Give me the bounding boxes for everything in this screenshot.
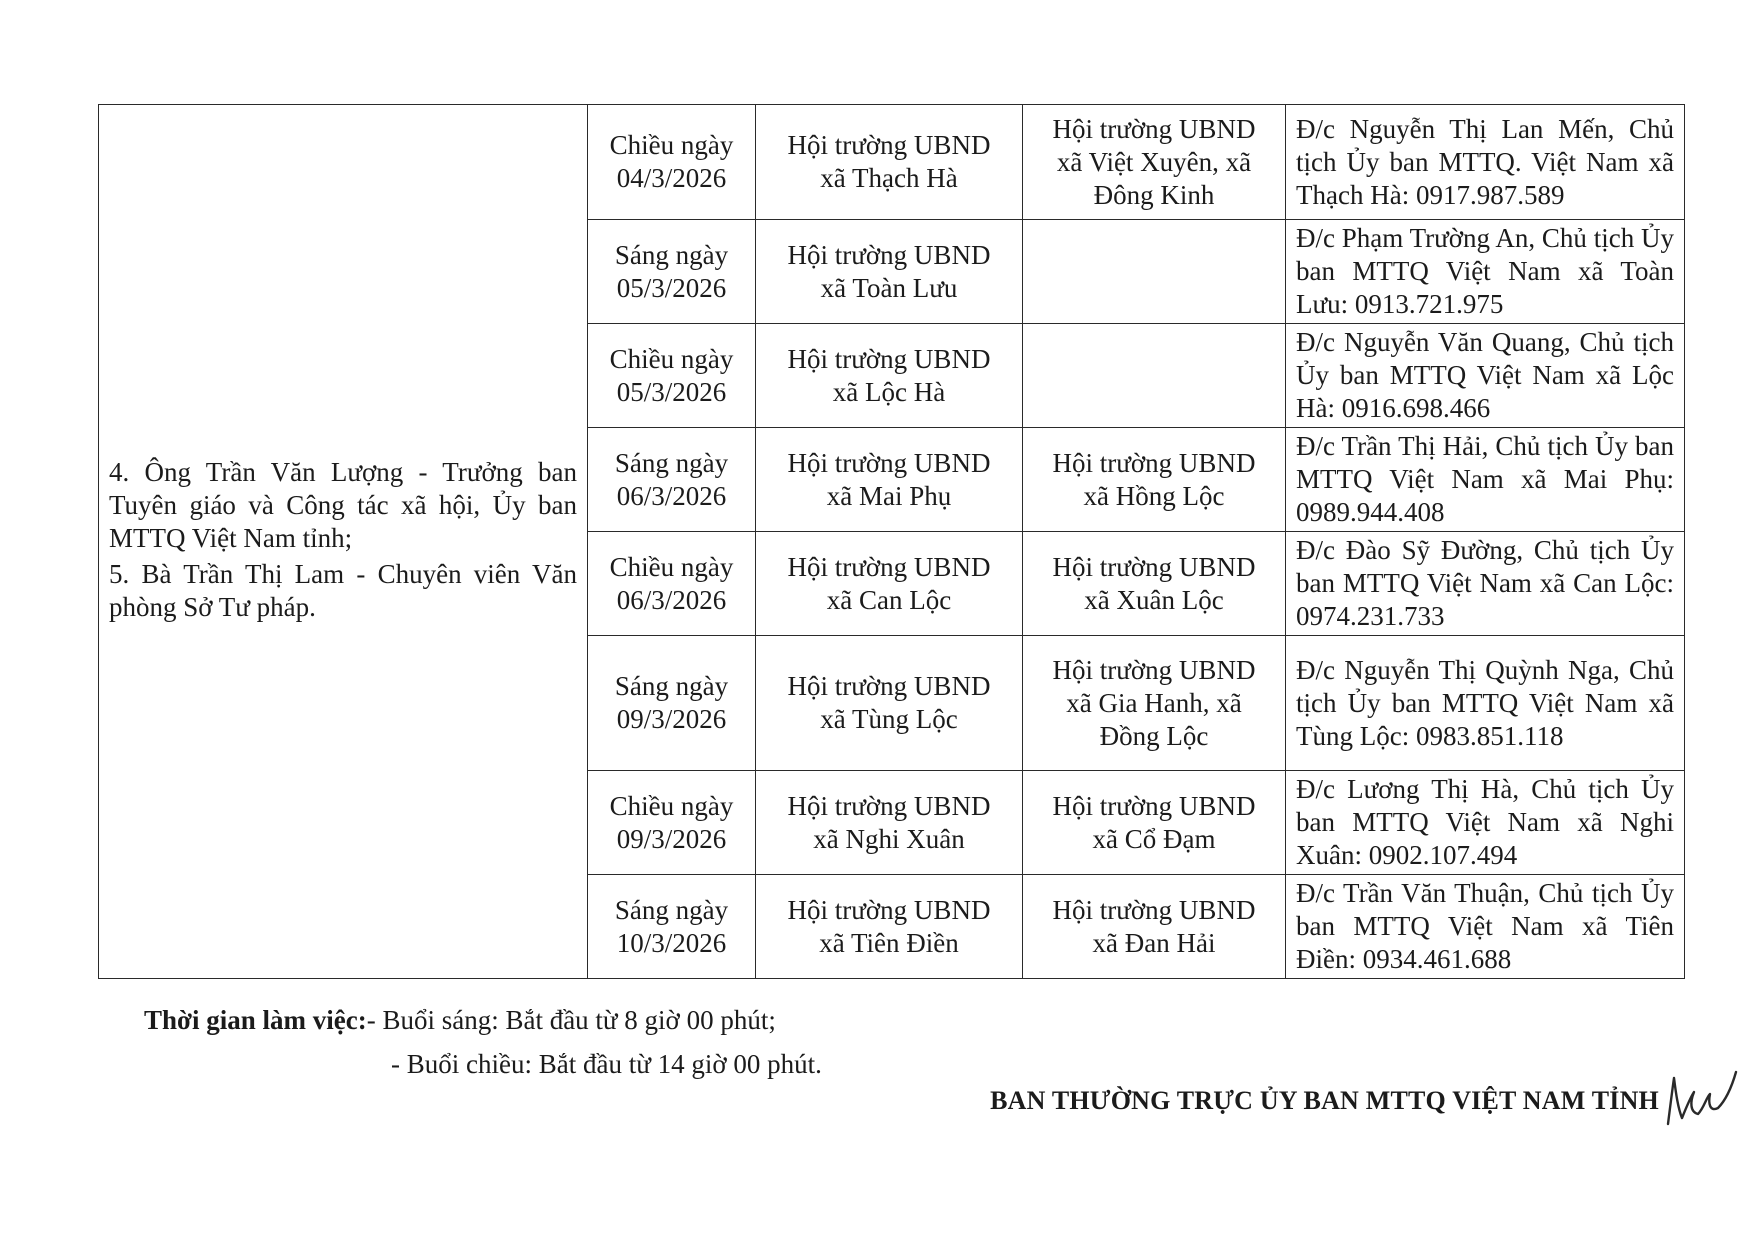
session-label: Chiều ngày xyxy=(609,790,734,821)
venue-line: xã Tùng Lộc xyxy=(820,704,958,734)
time-cell xyxy=(588,771,756,875)
delegation-members-cell xyxy=(99,105,588,979)
venue-line: Hội trường UBND xyxy=(787,894,991,925)
session-label: Sáng ngày xyxy=(614,894,729,925)
venue-line: Hội trường UBND xyxy=(1052,113,1256,144)
venue-line: Hội trường UBND xyxy=(787,130,991,160)
schedule-table xyxy=(98,104,1685,979)
venue-line: xã Xuân Lộc xyxy=(1084,584,1224,615)
secondary-venue-cell xyxy=(1023,875,1286,979)
signature-block: BAN THƯỜNG TRỰC ỦY BAN MTTQ VIỆT NAM TỈNH xyxy=(990,1086,1659,1115)
venue-cell xyxy=(756,636,1023,771)
working-hours-label: Thời gian làm việc: xyxy=(144,1005,367,1035)
time-cell xyxy=(588,324,756,428)
morning-hours-text: - Buổi sáng: Bắt đầu từ 8 giờ 00 phút; xyxy=(366,1005,776,1035)
venue-line: Hội trường UBND xyxy=(787,671,991,701)
secondary-venue-cell xyxy=(1023,220,1286,324)
working-hours-afternoon xyxy=(144,1042,822,1086)
venue-line: xã Tiên Điền xyxy=(819,927,959,958)
venue-cell xyxy=(756,324,1023,428)
venue-line: Hội trường UBND xyxy=(787,239,991,270)
secondary-venue-cell xyxy=(1023,105,1286,220)
venue-cell xyxy=(756,428,1023,532)
working-hours-morning xyxy=(144,998,822,1042)
date-text: 09/3/2026 xyxy=(616,704,727,734)
venue-line: xã Can Lộc xyxy=(826,584,952,615)
date-text: 05/3/2026 xyxy=(616,376,727,407)
time-cell xyxy=(588,428,756,532)
secondary-venue-cell xyxy=(1023,636,1286,771)
contact-cell: Đ/c Nguyễn Thị Lan Mến, Chủ tịch Ủy ban MTTQ. Việt Nam xã Thạch Hà: 0917.987.589 xyxy=(1286,105,1685,220)
venue-cell xyxy=(756,105,1023,220)
venue-line: Hội trường UBND xyxy=(787,447,991,478)
date-text: 06/3/2026 xyxy=(616,584,727,615)
contact-cell: Đ/c Đào Sỹ Đường, Chủ tịch Ủy ban MTTQ Việt Nam xã Can Lộc: 0974.231.733 xyxy=(1286,532,1685,636)
contact-cell: Đ/c Nguyễn Thị Quỳnh Nga, Chủ tịch Ủy ban MTTQ Việt Nam xã Tùng Lộc: 0983.851.118 xyxy=(1286,636,1685,771)
date-text: 09/3/2026 xyxy=(616,823,727,854)
venue-line: xã Hồng Lộc xyxy=(1083,480,1225,511)
secondary-venue-cell xyxy=(1023,324,1286,428)
session-label: Chiều ngày xyxy=(609,343,734,374)
venue-line: Hội trường UBND xyxy=(787,790,991,821)
venue-line: xã Cổ Đạm xyxy=(1092,823,1216,854)
session-label: Sáng ngày xyxy=(614,239,729,270)
time-cell xyxy=(588,220,756,324)
session-label: Sáng ngày xyxy=(614,447,729,478)
indent-spacer xyxy=(144,1042,391,1086)
venue-line: xã Toàn Lưu xyxy=(820,272,958,303)
date-text: 05/3/2026 xyxy=(616,272,727,303)
contact-cell: Đ/c Lương Thị Hà, Chủ tịch Ủy ban MTTQ Việt Nam xã Nghi Xuân: 0902.107.494 xyxy=(1286,771,1685,875)
venue-cell xyxy=(756,875,1023,979)
venue-line: Hội trường UBND xyxy=(1052,894,1256,925)
venue-line: xã Mai Phụ xyxy=(826,480,952,511)
table-row xyxy=(99,105,1685,220)
member-item: 4. Ông Trần Văn Lượng - Trưởng ban Tuyên giáo và Công tác xã hội, Ủy ban MTTQ Việt Nam tỉnh; xyxy=(109,457,577,553)
contact-cell: Đ/c Trần Thị Hải, Chủ tịch Ủy ban MTTQ Việt Nam xã Mai Phụ: 0989.944.408 xyxy=(1286,428,1685,532)
venue-line: Hội trường UBND xyxy=(787,343,991,374)
time-cell xyxy=(588,532,756,636)
venue-line: xã Đan Hải xyxy=(1092,927,1216,958)
venue-line: Hội trường UBND xyxy=(1052,790,1256,821)
venue-cell xyxy=(756,532,1023,636)
time-cell xyxy=(588,875,756,979)
session-label: Chiều ngày xyxy=(609,551,734,582)
date-text: 06/3/2026 xyxy=(616,480,727,511)
venue-line: Đông Kinh xyxy=(1093,179,1215,210)
venue-line: xã Lộc Hà xyxy=(832,376,946,407)
venue-line: xã Việt Xuyên, xã xyxy=(1056,146,1252,177)
time-cell xyxy=(588,105,756,220)
handwritten-initials-icon xyxy=(1660,1068,1738,1132)
venue-line: xã Nghi Xuân xyxy=(813,823,965,854)
session-label: Sáng ngày xyxy=(614,671,729,701)
venue-cell xyxy=(756,220,1023,324)
contact-cell: Đ/c Trần Văn Thuận, Chủ tịch Ủy ban MTTQ Việt Nam xã Tiên Điền: 0934.461.688 xyxy=(1286,875,1685,979)
secondary-venue-cell xyxy=(1023,428,1286,532)
afternoon-hours-text: - Buổi chiều: Bắt đầu từ 14 giờ 00 phút. xyxy=(391,1049,822,1079)
contact-cell: Đ/c Nguyễn Văn Quang, Chủ tịch Ủy ban MTTQ Việt Nam xã Lộc Hà: 0916.698.466 xyxy=(1286,324,1685,428)
contact-cell: Đ/c Phạm Trường An, Chủ tịch Ủy ban MTTQ Việt Nam xã Toàn Lưu: 0913.721.975 xyxy=(1286,220,1685,324)
date-text: 04/3/2026 xyxy=(616,163,727,193)
working-hours xyxy=(144,998,822,1086)
time-cell xyxy=(588,636,756,771)
venue-line: Hội trường UBND xyxy=(787,551,991,582)
venue-cell xyxy=(756,771,1023,875)
venue-line: Hội trường UBND xyxy=(1052,447,1256,478)
venue-line: Hội trường UBND xyxy=(1052,551,1256,582)
venue-line: Hội trường UBND xyxy=(1052,654,1256,685)
secondary-venue-cell xyxy=(1023,771,1286,875)
venue-line: Đồng Lộc xyxy=(1099,720,1209,751)
date-text: 10/3/2026 xyxy=(616,927,727,958)
member-item: 5. Bà Trần Thị Lam - Chuyên viên Văn phòng Sở Tư pháp. xyxy=(109,559,577,622)
session-label: Chiều ngày xyxy=(609,130,734,160)
venue-line: xã Gia Hanh, xã xyxy=(1066,687,1242,718)
secondary-venue-cell xyxy=(1023,532,1286,636)
venue-line: xã Thạch Hà xyxy=(820,163,958,193)
